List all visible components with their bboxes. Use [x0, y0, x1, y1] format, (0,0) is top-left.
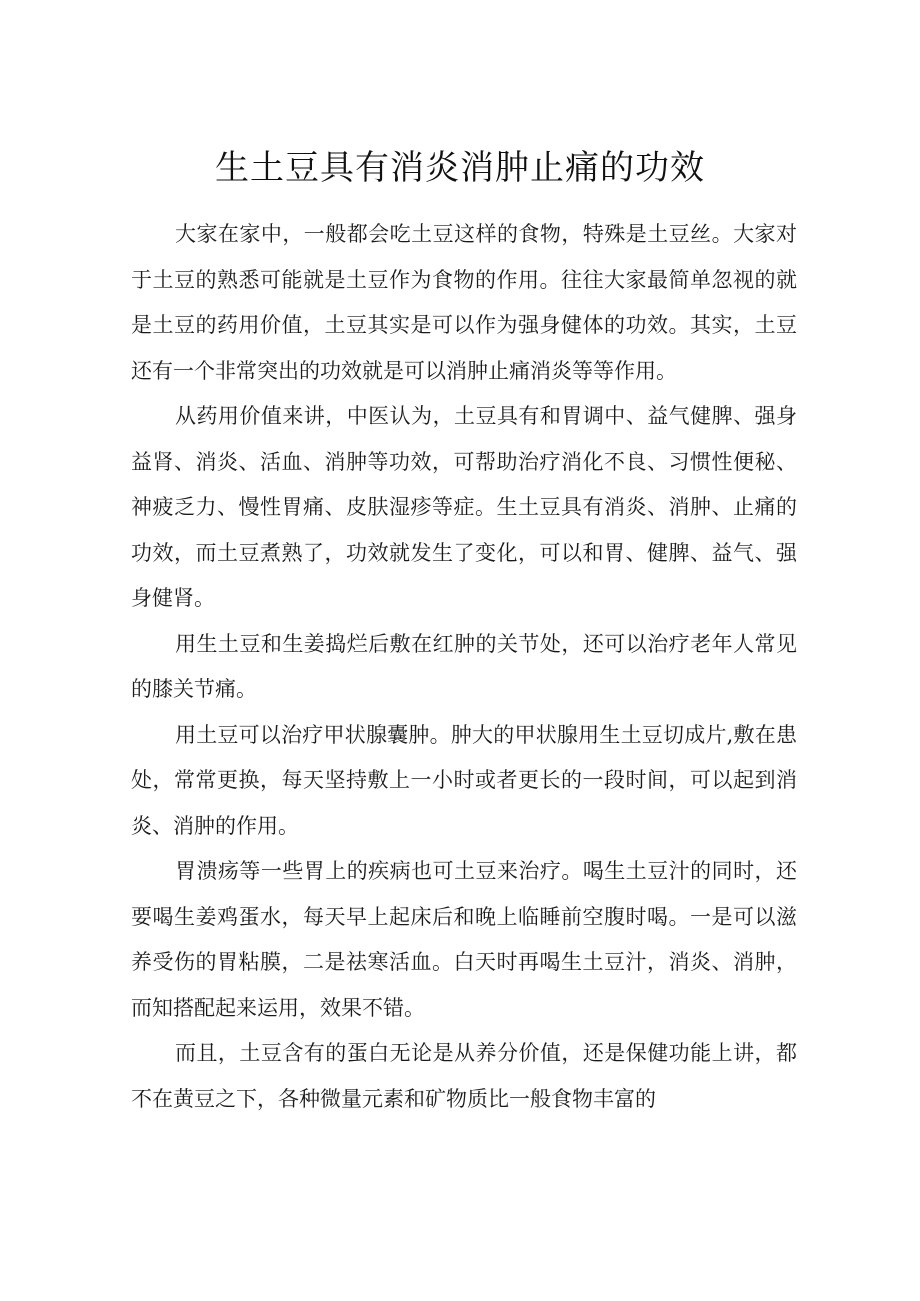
- paragraph-1: 大家在家中，一般都会吃土豆这样的食物，特殊是土豆丝。大家对于土豆的熟悉可能就是土豆作为食物的作用。往往大家最简单忽视的就是土豆的药用价值，土豆其实是可以作为强身健体的功效。其实，土豆还有一个非常突出的功效就是可以消肿止痛消炎等等作用。: [131, 222, 797, 383]
- paragraph-2: 从药用价值来讲，中医认为，土豆具有和胃调中、益气健脾、强身益肾、消炎、活血、消肿等功效，可帮助治疗消化不良、习惯性便秘、神疲乏力、慢性胃痛、皮肤湿疹等症。生土豆具有消炎、消肿、止痛的功效，而土豆煮熟了，功效就发生了变化，可以和胃、健脾、益气、强身健肾。: [131, 404, 797, 610]
- page-title: 生土豆具有消炎消肿止痛的功效: [215, 148, 705, 188]
- paragraph-3: 用生土豆和生姜捣烂后敷在红肿的关节处，还可以治疗老年人常见的膝关节痛。: [131, 631, 797, 701]
- article-body: [131, 212, 797, 1122]
- paragraph-5: 胃溃疡等一些胃上的疾病也可土豆来治疗。喝生土豆汁的同时，还要喝生姜鸡蛋水，每天早上起床后和晚上临睡前空腹时喝。一是可以滋养受伤的胃粘膜，二是祛寒活血。白天时再喝生土豆汁，消炎、消肿，而知搭配起来运用，效果不错。: [131, 859, 797, 1020]
- paragraph-4: 用土豆可以治疗甲状腺囊肿。肿大的甲状腺用生土豆切成片,敷在患处，常常更换，每天坚持敷上一小时或者更长的一段时间，可以起到消炎、消肿的作用。: [131, 722, 797, 838]
- paragraph-6: 而且，土豆含有的蛋白无论是从养分价值，还是保健功能上讲，都不在黄豆之下，各种微量元素和矿物质比一般食物丰富的: [131, 1041, 797, 1111]
